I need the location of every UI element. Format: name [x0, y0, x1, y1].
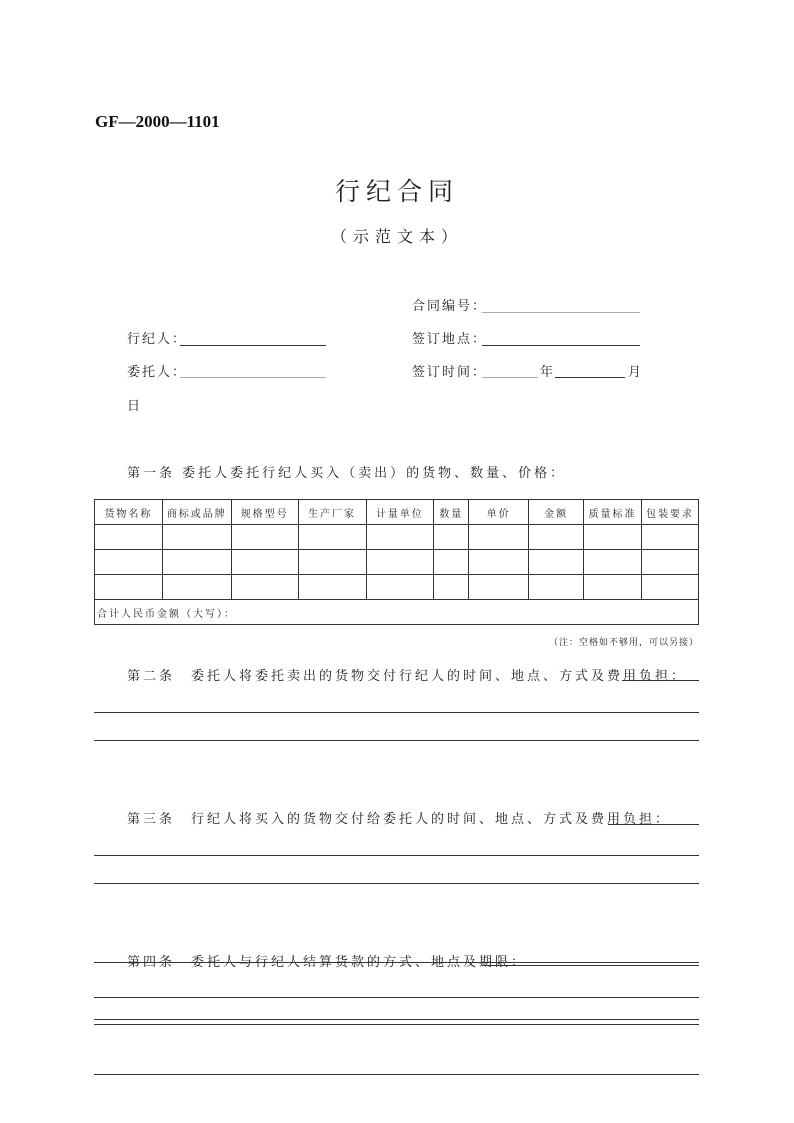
- column-header: 计量单位: [366, 500, 434, 525]
- document-subtitle: （示范文本）: [330, 227, 463, 246]
- table-row[interactable]: [95, 550, 699, 575]
- clause-3-field[interactable]: [608, 824, 699, 825]
- table-note: （注：空格如不够用，可以另接）: [548, 638, 699, 648]
- column-header: 规格型号: [231, 500, 298, 525]
- clause-4-field[interactable]: [482, 965, 699, 966]
- clause-2-line[interactable]: [94, 712, 699, 713]
- table-header-row: [95, 500, 699, 525]
- contract-no-label: 合同编号：: [412, 299, 488, 314]
- principal-label: 委托人：: [127, 365, 188, 380]
- column-header: 包装要求: [642, 500, 699, 525]
- clause-4-line[interactable]: [94, 962, 699, 963]
- clause-3-line[interactable]: [94, 883, 699, 884]
- clause-4-line[interactable]: [94, 1074, 699, 1075]
- clause-4-line[interactable]: [94, 1019, 699, 1020]
- day-label: 日: [127, 399, 143, 414]
- column-header: 数量: [434, 500, 469, 525]
- clause-4-line[interactable]: [94, 997, 699, 998]
- sign-month-field[interactable]: [555, 377, 625, 378]
- contract-no-field[interactable]: [482, 312, 640, 313]
- year-label: 年: [540, 365, 556, 380]
- clause-4: 第四条 委托人与行纪人结算货款的方式、地点及期限：: [127, 955, 528, 970]
- document-title: 行纪合同: [334, 177, 459, 206]
- document-code: GF—2000—1101: [95, 112, 220, 131]
- sign-place-label: 签订地点：: [412, 332, 488, 347]
- column-header: 生产厂家: [298, 500, 366, 525]
- table-total-row[interactable]: [95, 600, 699, 625]
- clause-2-line[interactable]: [94, 740, 699, 741]
- month-label: 月: [628, 365, 644, 380]
- broker-field[interactable]: [180, 345, 326, 346]
- clause-4-line[interactable]: [94, 1024, 699, 1025]
- table-row[interactable]: [95, 525, 699, 550]
- column-header: 金额: [529, 500, 584, 525]
- column-header: 质量标准: [584, 500, 642, 525]
- clause-1: 第一条 委托人委托行纪人买入（卖出）的货物、数量、价格：: [127, 466, 567, 481]
- column-header: 商标或品牌: [162, 500, 231, 525]
- column-header: 货物名称: [95, 500, 163, 525]
- column-header: 单价: [469, 500, 529, 525]
- total-amount-label: 合计人民币金额（大写）：: [95, 600, 699, 625]
- table-row[interactable]: [95, 575, 699, 600]
- clause-2-field[interactable]: [622, 680, 699, 681]
- clause-3: 第三条 行纪人将买入的货物交付给委托人的时间、地点、方式及费用负担：: [127, 812, 672, 827]
- sign-place-field[interactable]: [482, 345, 640, 346]
- sign-year-field[interactable]: [482, 377, 538, 378]
- goods-table: [94, 499, 699, 625]
- clause-3-line[interactable]: [94, 855, 699, 856]
- broker-label: 行纪人：: [127, 332, 188, 347]
- clause-2: 第二条 委托人将委托卖出的货物交付行纪人的时间、地点、方式及费用负担：: [127, 669, 688, 684]
- principal-field[interactable]: [180, 377, 326, 378]
- sign-time-label: 签订时间：: [412, 365, 488, 380]
